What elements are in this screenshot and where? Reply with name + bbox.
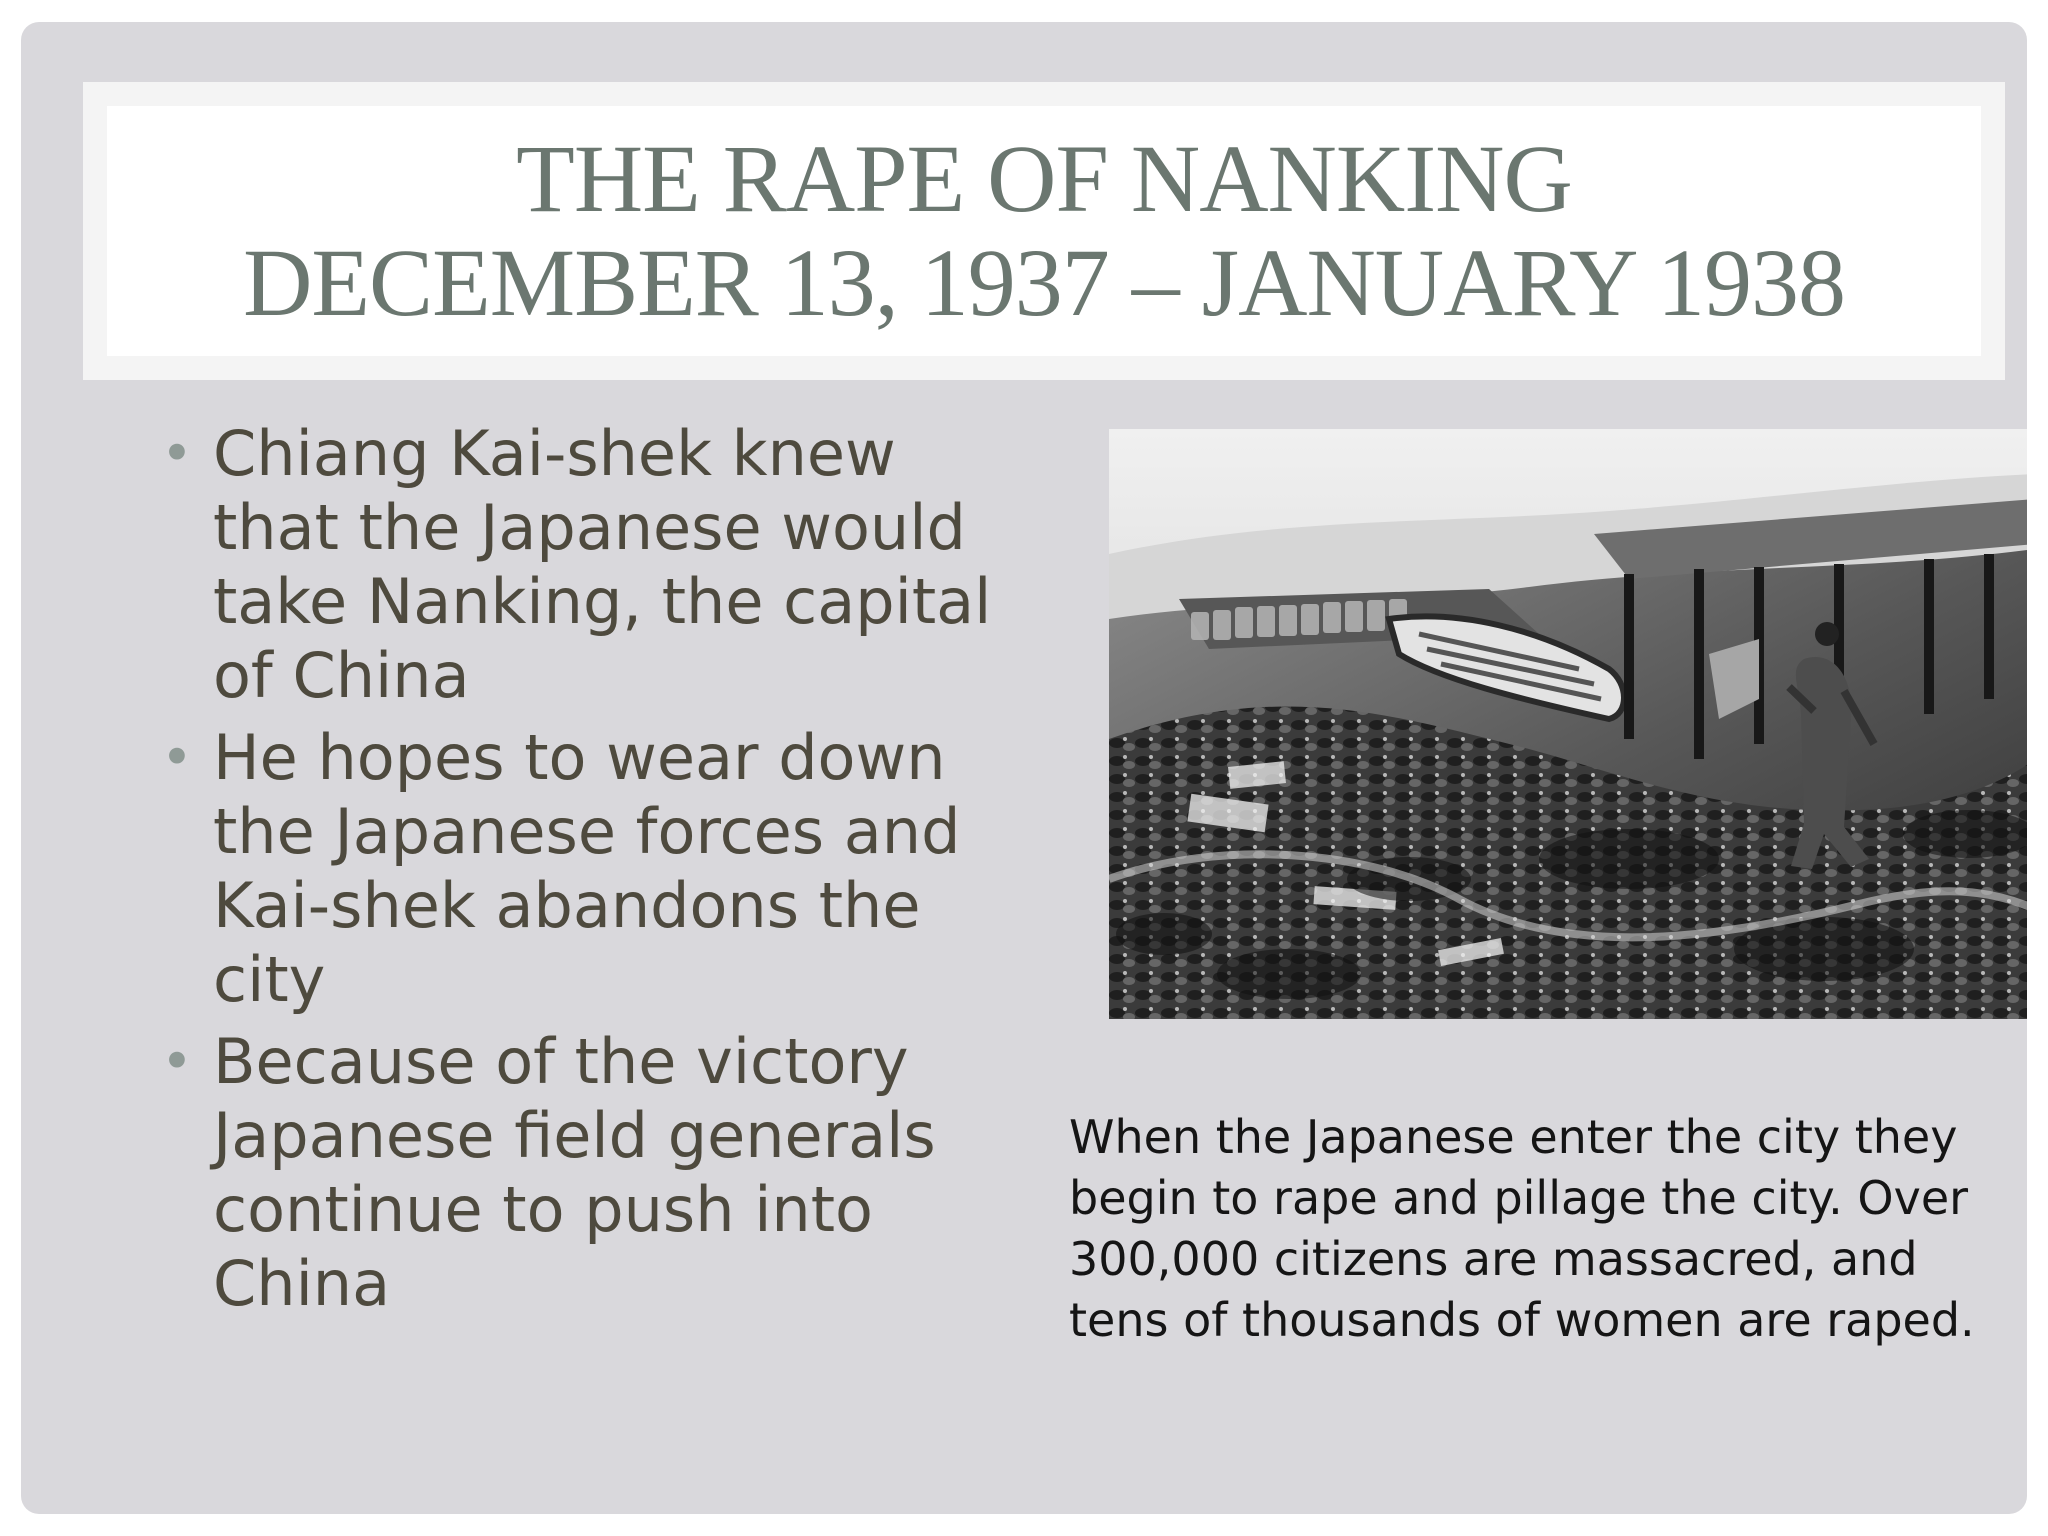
bullet-dot-icon: • [161,422,193,485]
bullet-text: He hopes to wear down the Japanese forces and Kai-shek abandons the city [213,721,961,1016]
bullet-item [161,417,1041,713]
slide [21,22,2027,1514]
title-line-1: THE RAPE OF NANKING [516,125,1572,232]
historical-photo-illustration [1109,429,2027,1019]
page-title [107,106,1981,356]
bullet-item [161,721,1041,1017]
photo-caption: When the Japanese enter the city they begin to rape and pillage the city. Over 300,000 citizens are massacred, and tens of thousands of women are raped. [1069,1110,1975,1347]
bullet-dot-icon: • [161,726,193,789]
title-line-2: DECEMBER 13, 1937 – JANUARY 1938 [243,229,1845,336]
bullet-text: Because of the victory Japanese field generals continue to push into China [213,1025,936,1320]
bullet-item [161,1025,1041,1321]
bullet-dot-icon: • [161,1030,193,1093]
historical-photo [1109,429,2027,1019]
bullet-text: Chiang Kai-shek knew that the Japanese would take Nanking, the capital of China [213,417,992,712]
bullet-list [161,417,1041,1329]
